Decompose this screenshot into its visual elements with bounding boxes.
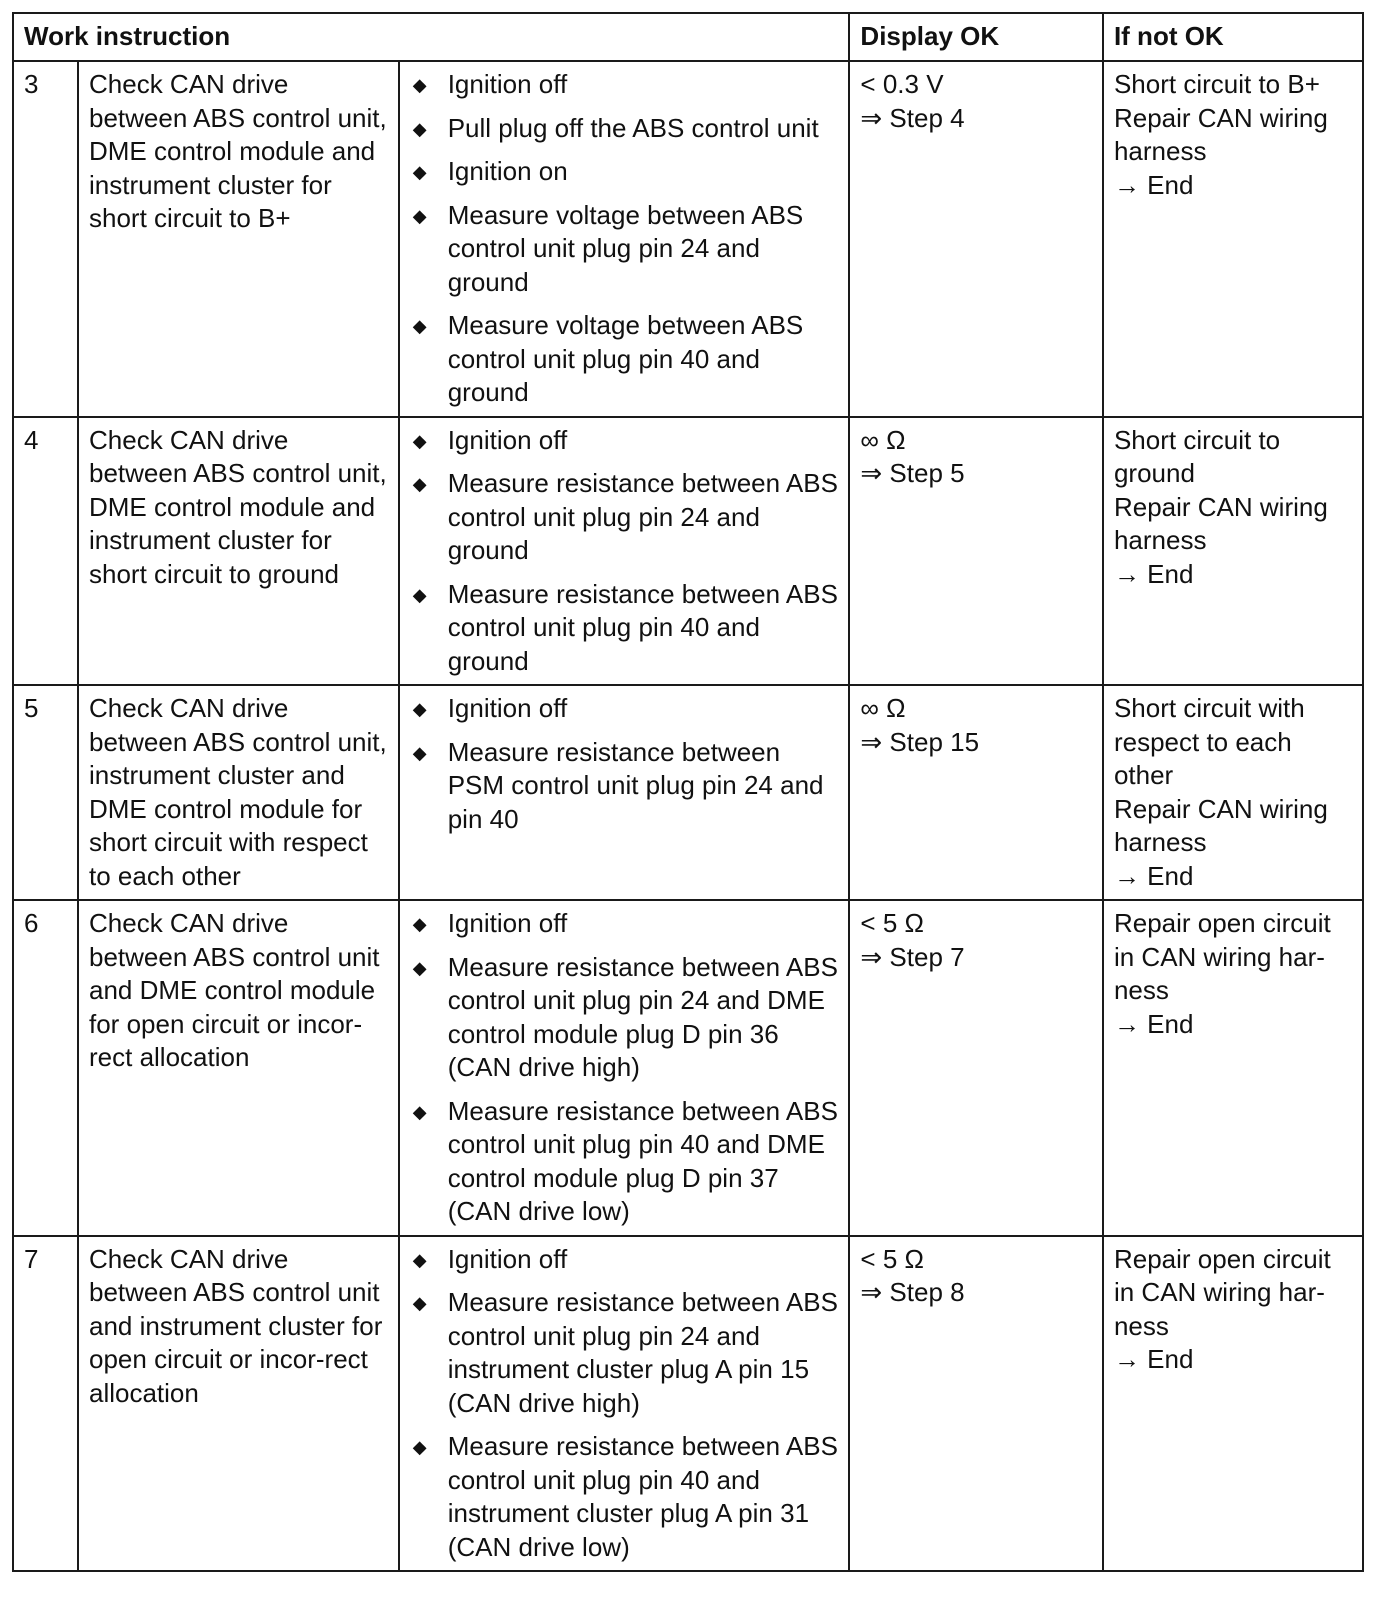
step-instructions — [399, 685, 850, 900]
diamond-bullet-icon: ◆ — [412, 742, 427, 763]
fault-description: Short circuit to ground — [1113, 424, 1281, 488]
instruction-item: ◆ Ignition off — [410, 907, 839, 941]
display-ok-next-step: ⇒ Step 7 — [860, 941, 965, 972]
instruction-item: ◆ Measure resistance between ABS control unit plug pin 40 and DME control module plug D pin 37 (CAN drive low) — [412, 1095, 838, 1226]
step-description: Check CAN drive between ABS control unit, DME control module and instrument cluster for short circuit to ground — [78, 417, 399, 686]
if-not-ok-cell — [1103, 685, 1363, 900]
instruction-item: ◆ Measure resistance between ABS control unit plug pin 24 and DME control module plug D pin 36 (CAN drive high) — [412, 951, 838, 1082]
step-description: Check CAN drive between ABS control unit, DME control module and instrument cluster for short circuit to B+ — [78, 61, 399, 417]
display-ok-next-step: ⇒ Step 4 — [860, 102, 965, 133]
repair-action: Repair CAN wiring harness — [1113, 102, 1328, 166]
header-work-instruction: Work instruction — [13, 13, 849, 61]
instruction-item: ◆ Measure resistance between ABS control unit plug pin 40 and ground — [412, 578, 838, 676]
header-if-not-ok: If not OK — [1103, 13, 1363, 61]
diamond-bullet-icon: ◆ — [412, 162, 427, 182]
display-ok-next-step: ⇒ Step 15 — [860, 726, 980, 757]
diamond-bullet-icon: ◆ — [412, 957, 427, 978]
diamond-bullet-icon: ◆ — [412, 1437, 427, 1457]
repair-action: Repair open circuit in CAN wiring har-ness — [1113, 908, 1331, 1005]
display-ok-value: < 5 Ω — [860, 1243, 924, 1274]
instruction-list — [410, 68, 839, 410]
instruction-item: ◆ Ignition on — [410, 155, 839, 189]
step-number: 3 — [13, 61, 78, 417]
end-marker: → End — [1113, 1008, 1194, 1039]
diamond-bullet-icon: ◆ — [412, 1249, 427, 1270]
instruction-item: ◆ Measure resistance between ABS control unit plug pin 24 and instrument cluster plug A pin 15 (CAN drive high) — [412, 1287, 838, 1418]
display-ok-cell — [849, 900, 1103, 1236]
diamond-bullet-icon: ◆ — [412, 699, 427, 719]
table-row — [13, 417, 1363, 686]
diamond-bullet-icon: ◆ — [412, 474, 427, 494]
repair-action: Repair CAN wiring harness — [1113, 793, 1328, 857]
step-description: Check CAN drive between ABS control unit and DME control module for open circuit or incor-rect allocation — [78, 900, 399, 1236]
if-not-ok-cell — [1103, 417, 1363, 686]
table-row — [13, 61, 1363, 417]
instruction-item: ◆ Measure resistance between PSM control unit plug pin 24 and pin 40 — [412, 736, 824, 834]
instruction-list — [410, 424, 839, 679]
header-display-ok: Display OK — [849, 13, 1103, 61]
instruction-item: ◆ Pull plug off the ABS control unit — [410, 112, 839, 146]
step-number: 5 — [13, 685, 78, 900]
diamond-bullet-icon: ◆ — [412, 118, 427, 139]
instruction-item: ◆ Measure resistance between ABS control unit plug pin 24 and ground — [412, 468, 838, 565]
diamond-bullet-icon: ◆ — [412, 1101, 427, 1122]
display-ok-value: ∞ Ω — [860, 424, 906, 455]
instruction-item: ◆ Measure resistance between ABS control unit plug pin 40 and instrument cluster plug A pin 31 (CAN drive low) — [412, 1431, 838, 1562]
if-not-ok-cell — [1103, 61, 1363, 417]
diamond-bullet-icon: ◆ — [412, 914, 427, 934]
display-ok-cell — [849, 685, 1103, 900]
end-marker: → End — [1113, 169, 1194, 200]
diamond-bullet-icon: ◆ — [412, 1293, 427, 1313]
instruction-item: ◆ Ignition off — [410, 424, 839, 458]
instruction-item: ◆ Measure voltage between ABS control unit plug pin 24 and ground — [412, 199, 804, 297]
if-not-ok-cell — [1103, 900, 1363, 1236]
instruction-item: ◆ Ignition off — [410, 1243, 839, 1277]
display-ok-next-step: ⇒ Step 8 — [860, 1277, 965, 1307]
diamond-bullet-icon: ◆ — [412, 584, 427, 605]
instruction-item: ◆ Ignition off — [410, 68, 839, 102]
end-marker: → End — [1113, 1344, 1194, 1374]
step-instructions — [399, 1236, 850, 1572]
fault-description: Short circuit with respect to each other — [1113, 693, 1305, 790]
end-marker: → End — [1113, 860, 1194, 891]
table-row — [13, 900, 1363, 1236]
repair-action: Repair CAN wiring harness — [1113, 491, 1328, 555]
instruction-list — [410, 692, 839, 836]
step-number: 4 — [13, 417, 78, 686]
table-row — [13, 1236, 1363, 1572]
instruction-list — [410, 1243, 839, 1565]
step-description: Check CAN drive between ABS control unit, instrument cluster and DME control module for short circuit with respect to each other — [78, 685, 399, 900]
display-ok-cell — [849, 1236, 1103, 1572]
step-instructions — [399, 900, 850, 1236]
display-ok-value: < 5 Ω — [860, 908, 924, 938]
diamond-bullet-icon: ◆ — [412, 316, 427, 336]
instruction-item: ◆ Measure voltage between ABS control unit plug pin 40 and ground — [412, 310, 804, 407]
diamond-bullet-icon: ◆ — [412, 205, 427, 226]
display-ok-cell — [849, 61, 1103, 417]
diamond-bullet-icon: ◆ — [412, 430, 427, 451]
repair-action: Repair open circuit in CAN wiring har-ness — [1113, 1243, 1331, 1341]
display-ok-cell — [849, 417, 1103, 686]
if-not-ok-cell — [1103, 1236, 1363, 1572]
step-instructions — [399, 61, 850, 417]
work-instruction-table — [12, 12, 1364, 1572]
step-number: 7 — [13, 1236, 78, 1572]
instruction-list — [410, 907, 839, 1229]
display-ok-value: < 0.3 V — [860, 69, 944, 99]
display-ok-next-step: ⇒ Step 5 — [860, 458, 965, 488]
fault-description: Short circuit to B+ — [1113, 69, 1320, 99]
display-ok-value: ∞ Ω — [860, 693, 906, 723]
diamond-bullet-icon: ◆ — [412, 75, 427, 95]
instruction-item: ◆ Ignition off — [410, 692, 839, 726]
step-number: 6 — [13, 900, 78, 1236]
end-marker: → End — [1113, 558, 1194, 589]
step-description: Check CAN drive between ABS control unit and instrument cluster for open circuit or incor-rect allocation — [78, 1236, 399, 1572]
table-header-row — [13, 13, 1363, 61]
step-instructions — [399, 417, 850, 686]
table-row — [13, 685, 1363, 900]
